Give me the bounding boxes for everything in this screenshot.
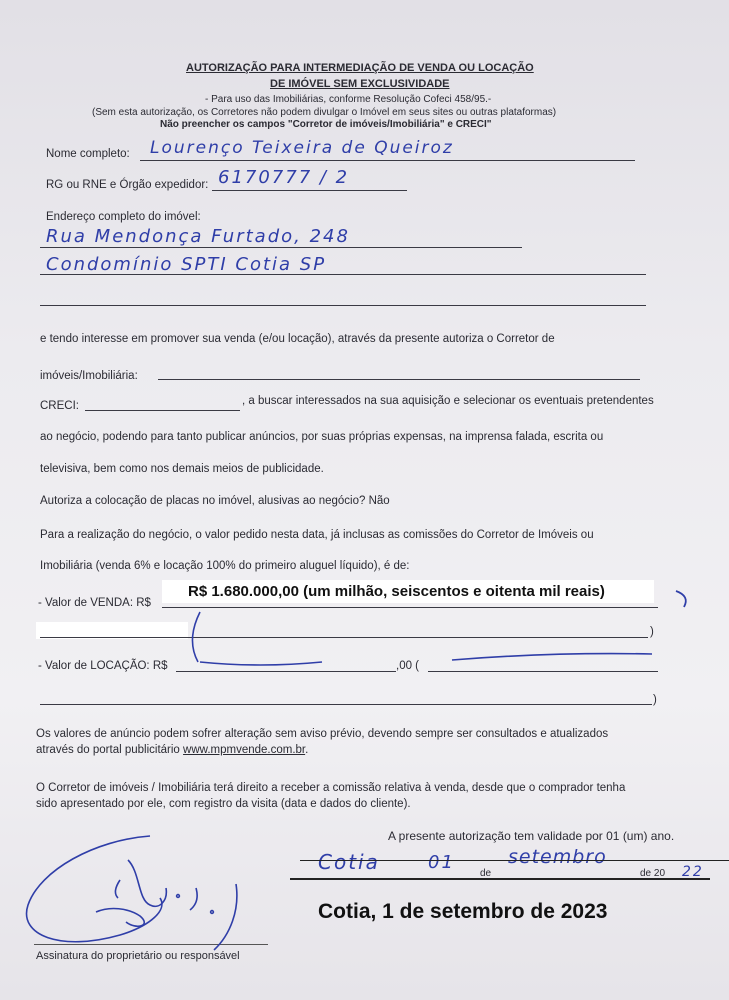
date-overlay-text: Cotia, 1 de setembro de 2023 [318, 900, 608, 923]
endereco-label: Endereço completo do imóvel: [46, 211, 201, 223]
date-day-handwritten: 01 [428, 852, 455, 873]
signature-caption: Assinatura do proprietário ou responsável [36, 950, 240, 962]
locacao-dash-stroke [200, 662, 322, 665]
header-note-authorization: (Sem esta autorização, os Corretores não podem divulgar o Imóvel em seus sites ou outras plataformas) [92, 107, 557, 118]
date-de-2: de 20 [640, 868, 666, 879]
rg-label: RG ou RNE e Órgão expedidor: [46, 179, 209, 191]
date-month-handwritten: setembro [508, 846, 607, 868]
portal-link[interactable]: www.mpmvende.com.br [183, 744, 306, 756]
locacao-extenso-dash-stroke [452, 654, 652, 660]
validity-statement: A presente autorização tem validade por 01 (um) ano. [388, 829, 675, 843]
locacao-cents: ,00 ( [396, 660, 420, 672]
locacao-bracket-stroke [192, 612, 200, 662]
paragraph-values-change: Os valores de anúncio podem sofrer alteração sem aviso prévio, devendo sempre ser consultados e atualizados [36, 728, 609, 740]
paragraph-commission-right-end: sido apresentado por ele, com registro da visita (data e dados do cliente). [36, 798, 411, 810]
rg-handwritten: 6170777 / 2 [218, 167, 350, 188]
paragraph-publicity-end: televisiva, bem como nos demais meios de publicidade. [40, 463, 324, 475]
owner-signature [27, 836, 237, 950]
paragraph-publicity: ao negócio, podendo para tanto publicar anúncios, por suas próprias expensas, na imprensa falada, escrita ou [40, 431, 604, 443]
paragraph-valor: Para a realização do negócio, o valor pedido nesta data, já inclusas as comissões do Corretor de Imóveis ou [40, 529, 594, 541]
locacao-paren-close: ) [653, 694, 657, 706]
paragraph-commission: Imobiliária (venda 6% e locação 100% do primeiro aluguel líquido), é de: [40, 560, 410, 572]
form-title-line1: AUTORIZAÇÃO PARA INTERMEDIAÇÃO DE VENDA OU LOCAÇÃO [186, 62, 534, 74]
endereco-handwritten-1: Rua Mendonça Furtado, 248 [46, 226, 350, 247]
paragraph-commission-right: O Corretor de imóveis / Imobiliária terá direito a receber a comissão relativa à venda, desde que o comprador tenha [36, 782, 626, 794]
venda-paren-close: ) [650, 626, 654, 638]
paragraph-placas: Autoriza a colocação de placas no imóvel, alusivas ao negócio? Não [40, 495, 390, 507]
venda-value-overlay: R$ 1.680.000,00 (um milhão, seiscentos e oitenta mil reais) [188, 583, 605, 600]
venda-label: - Valor de VENDA: R$ [38, 597, 151, 609]
locacao-label: - Valor de LOCAÇÃO: R$ [38, 660, 168, 672]
date-de-1: de [480, 868, 492, 879]
form-title-line2: DE IMÓVEL SEM EXCLUSIVIDADE [270, 78, 450, 90]
creci-label: CRECI: [40, 400, 79, 412]
nome-handwritten: Lourenço Teixeira de Queiroz [150, 138, 454, 158]
header-note-cofeci: - Para uso das Imobiliárias, conforme Resolução Cofeci 458/95.- [205, 94, 492, 105]
date-city-handwritten: Cotia [318, 850, 380, 874]
nome-label: Nome completo: [46, 148, 130, 160]
endereco-handwritten-2: Condomínio SPTI Cotia SP [46, 254, 327, 275]
portal-period: . [305, 744, 309, 756]
header-note-instructions: Não preencher os campos "Corretor de imóveis/Imobiliária" e CRECI" [160, 119, 492, 130]
date-year-handwritten: 22 [682, 864, 704, 880]
paragraph-creci-continuation: , a buscar interessados na sua aquisição e selecionar os eventuais pretendentes [242, 395, 654, 407]
portal-text: através do portal publicitário [36, 744, 180, 756]
corretor-label: imóveis/Imobiliária: [40, 370, 138, 382]
paragraph-interest: e tendo interesse em promover sua venda (e/ou locação), através da presente autoriza o Corretor de [40, 333, 555, 345]
venda-bracket-stroke [676, 591, 686, 607]
